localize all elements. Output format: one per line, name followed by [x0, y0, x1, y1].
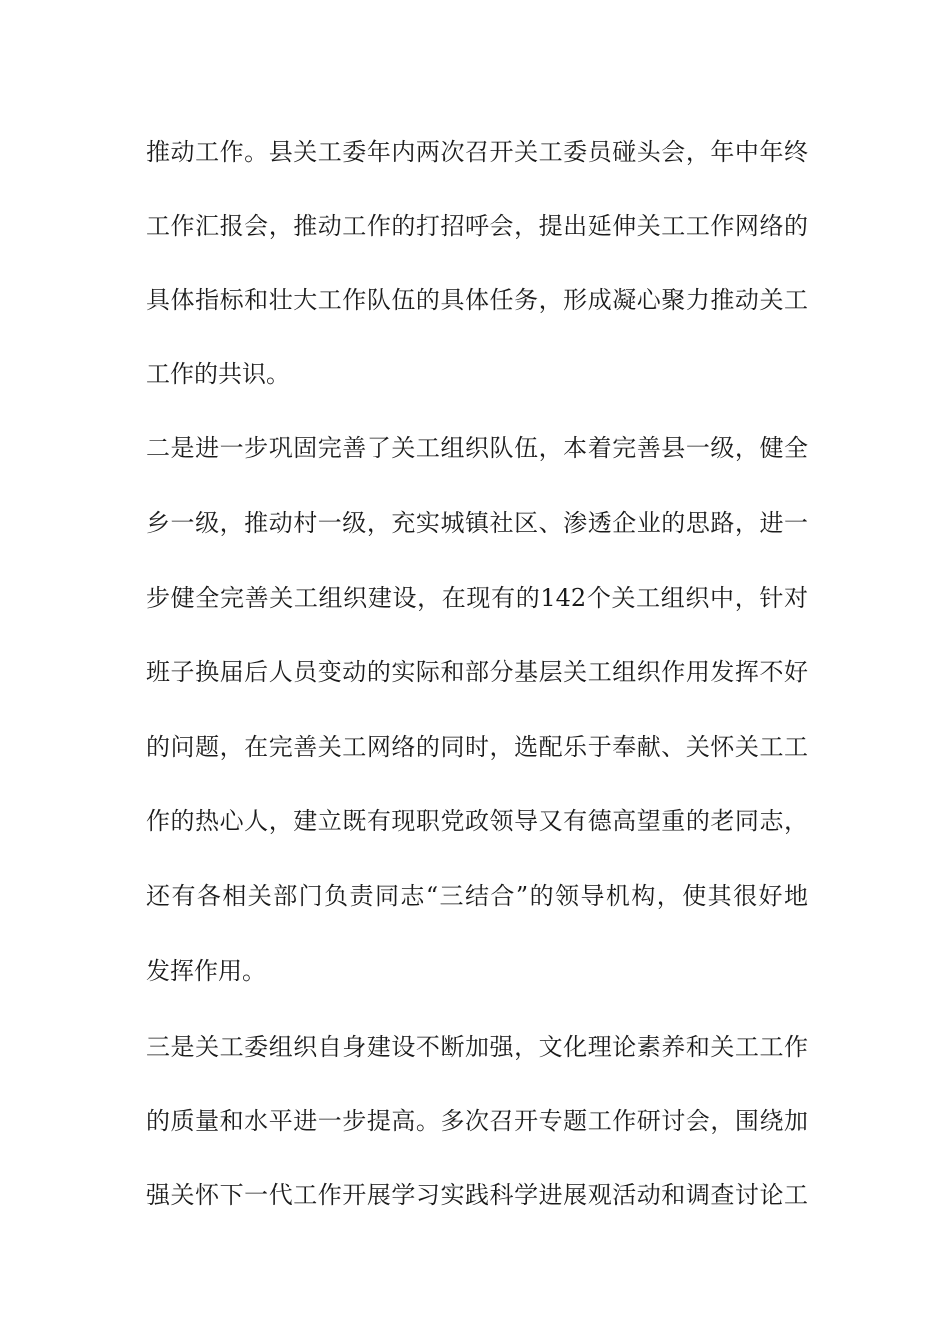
- text-line-5: 二是进一步巩固完善了关工组织队伍，本着完善县一级，健全: [146, 434, 808, 462]
- text-line-10: 作的热心人，建立既有现职党政领导又有德高望重的老同志，: [146, 807, 808, 835]
- text-line-8: 班子换届后人员变动的实际和部分基层关工组织作用发挥不好: [146, 658, 808, 686]
- text-line-15: 强关怀下一代工作开展学习实践科学进展观活动和调查讨论工: [146, 1181, 808, 1209]
- text-line-12: 发挥作用。: [146, 957, 266, 985]
- text-line-9: 的问题，在完善关工网络的同时，选配乐于奉献、关怀关工工: [146, 733, 808, 761]
- text-line-3: 具体指标和壮大工作队伍的具体任务，形成凝心聚力推动关工: [146, 286, 808, 314]
- text-line-2: 工作汇报会，推动工作的打招呼会，提出延伸关工工作网络的: [146, 212, 808, 240]
- text-line-6: 乡一级，推动村一级，充实城镇社区、渗透企业的思路，进一: [146, 509, 808, 537]
- text-line-13: 三是关工委组织自身建设不断加强，文化理论素养和关工工作: [146, 1033, 808, 1061]
- text-line-4: 工作的共识。: [146, 360, 290, 388]
- text-line-1: 推动工作。县关工委年内两次召开关工委员碰头会，年中年终: [146, 138, 808, 166]
- text-line-7: 步健全完善关工组织建设，在现有的142个关工组织中，针对: [146, 584, 808, 612]
- text-line-14: 的质量和水平进一步提高。多次召开专题工作研讨会，围绕加: [146, 1107, 808, 1135]
- text-line-11: 还有各相关部门负责同志“三结合”的领导机构，使其很好地: [146, 882, 808, 910]
